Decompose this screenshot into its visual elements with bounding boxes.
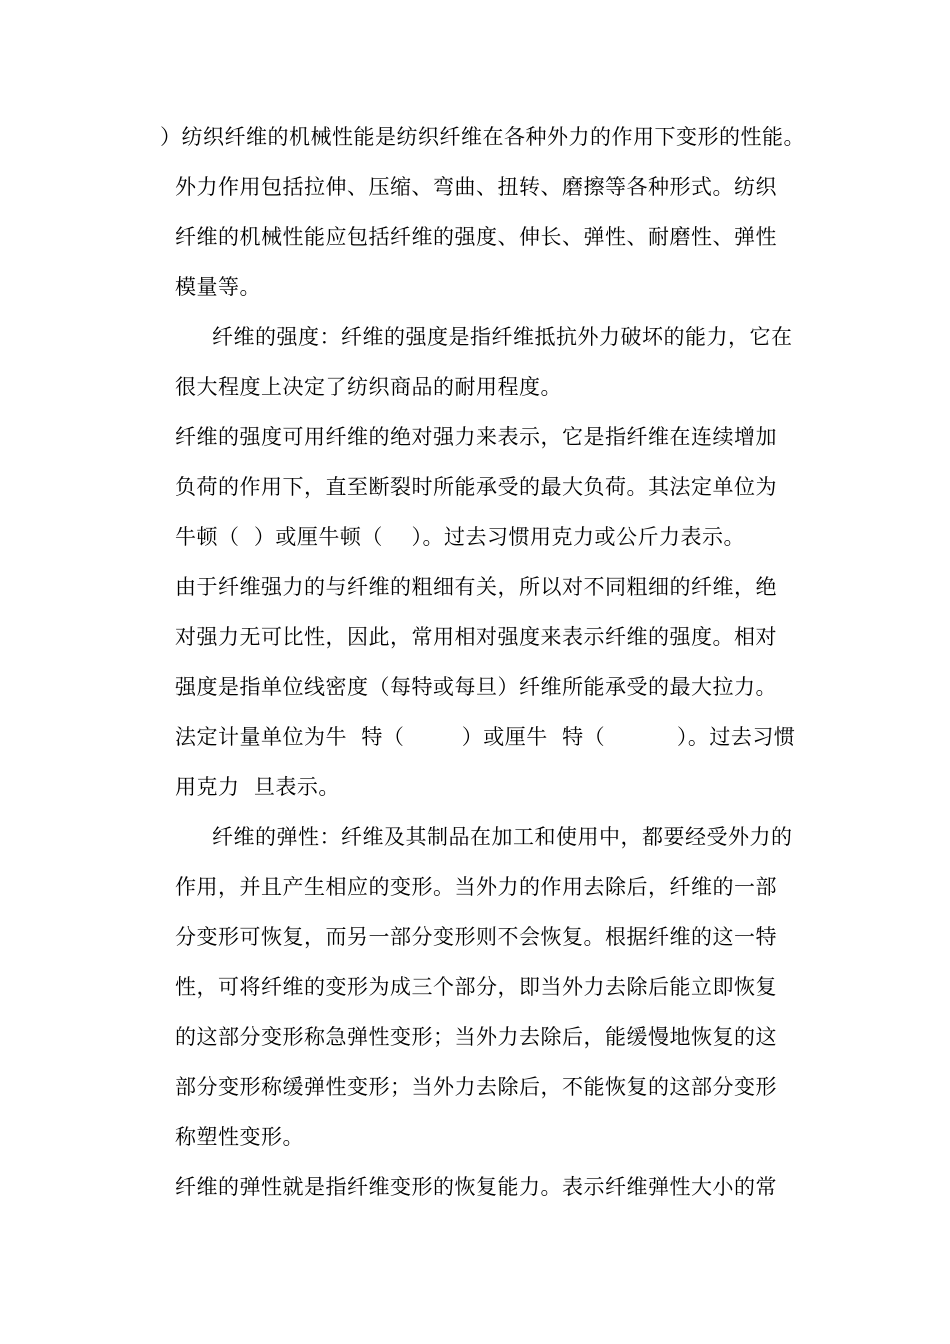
text-line: 性，可将纤维的变形为成三个部分，即当外力去除后能立即恢复 [175, 975, 777, 999]
text-line: 很大程度上决定了纺织商品的耐用程度。 [175, 375, 562, 399]
section-heading-line: 纤维的弹性：纤维及其制品在加工和使用中，都要经受外力的 [212, 825, 793, 849]
text-line: 部分变形称缓弹性变形；当外力去除后，不能恢复的这部分变形 [175, 1075, 777, 1099]
text-line: 称塑性变形。 [175, 1125, 304, 1149]
text-line: 外力作用包括拉伸、压缩、弯曲、扭转、磨擦等各种形式。纺织 [175, 175, 777, 199]
text-line: 纤维的弹性就是指纤维变形的恢复能力。表示纤维弹性大小的常 [175, 1175, 777, 1199]
text-line: ）纺织纤维的机械性能是纺织纤维在各种外力的作用下变形的性能。 [160, 125, 805, 149]
text-line: 负荷的作用下，直至断裂时所能承受的最大负荷。其法定单位为 [175, 475, 777, 499]
text-line: 作用，并且产生相应的变形。当外力的作用去除后，纤维的一部 [175, 875, 777, 899]
text-line: 模量等。 [175, 275, 261, 299]
text-line: 纤维的机械性能应包括纤维的强度、伸长、弹性、耐磨性、弹性 [175, 225, 777, 249]
text-line: 的这部分变形称急弹性变形；当外力去除后，能缓慢地恢复的这 [175, 1025, 777, 1049]
text-line: 强度是指单位线密度（每特或每旦）纤维所能承受的最大拉力。 [175, 675, 777, 699]
text-line: 牛顿（ ）或厘牛顿（ ）。过去习惯用克力或公斤力表示。 [175, 525, 746, 549]
text-line: 纤维的强度可用纤维的绝对强力来表示，它是指纤维在连续增加 [175, 425, 777, 449]
text-line: 法定计量单位为牛 特（ ）或厘牛 特（ ）。过去习惯 [175, 725, 796, 749]
text-line: 分变形可恢复，而另一部分变形则不会恢复。根据纤维的这一特 [175, 925, 777, 949]
text-line: 用克力 旦表示。 [175, 775, 340, 799]
section-heading-line: 纤维的强度：纤维的强度是指纤维抵抗外力破坏的能力，它在 [212, 325, 793, 349]
text-line: 由于纤维强力的与纤维的粗细有关，所以对不同粗细的纤维，绝 [175, 575, 777, 599]
text-line: 对强力无可比性，因此，常用相对强度来表示纤维的强度。相对 [175, 625, 777, 649]
